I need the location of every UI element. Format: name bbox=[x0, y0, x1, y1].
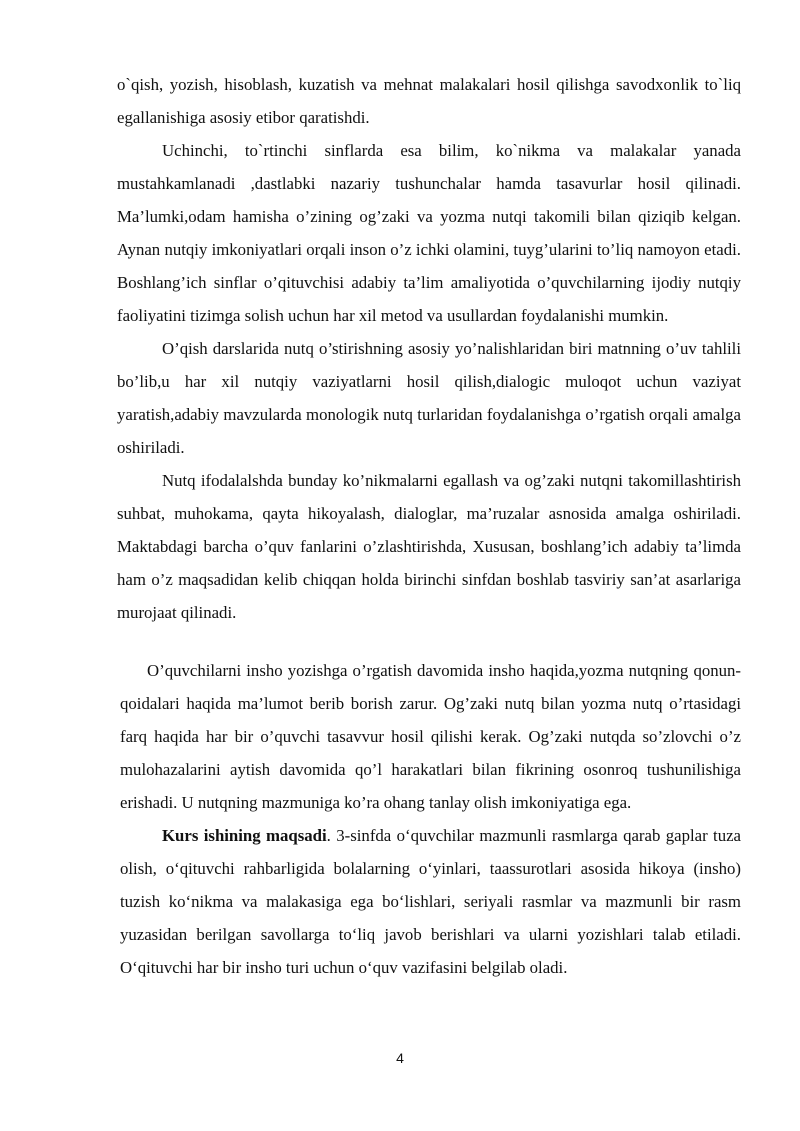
paragraph-3: O’qish darslarida nutq o’stirishning asosiy yo’nalishlaridan biri matnning o’uv tahlili bo’lib,u har xil nutqiy vaziyatlarni hosil qilish,dialogic muloqot uchun vaziyat yaratish,adabiy mavzularda monologik nutq turlaridan foydalanishga o’rgatish orqali amalga oshiriladi. bbox=[117, 339, 741, 457]
body-text-lower bbox=[120, 654, 741, 984]
page-number: 4 bbox=[396, 1050, 404, 1066]
paragraph-2: Uchinchi, to`rtinchi sinflarda esa bilim, ko`nikma va malakalar yanada mustahkamlanadi ,dastlabki nazariy tushunchalar hamda tasavurlar hosil qilinadi. Ma’lumki,odam hamisha o’zining og’zaki va yozma nutqi takomili bilan qiziqib kelgan. Aynan nutqiy imkoniyatlari orqali inson o’z ichki olamini, tuyg’ularini to’liq namoyon etadi. Boshlang’ich sinflar o’qituvchisi adabiy ta’lim amaliyotida o’quvchilarning ijodiy nutqiy faoliyatini tizimga solish uchun har xil metod va usullardan foydalanishi mumkin. bbox=[117, 141, 741, 325]
paragraph-5: O’quvchilarni insho yozishga o’rgatish davomida insho haqida,yozma nutqning qonun-qoidalari haqida ma’lumot berib borish zarur. Og’zaki nutq bilan yozma nutq o’rtasidagi farq haqida har bir o’quvchi tasavvur hosil qilishi kerak. Og’zaki nutqda so’zlovchi o’z mulohazalarini aytish davomida qo’l harakatlari bilan fikrining osonroq tushunilishiga erishadi. U nutqning mazmuniga ko’ra ohang tanlay olish imkoniyatiga ega. bbox=[120, 661, 741, 812]
paragraph-1: o`qish, yozish, hisoblash, kuzatish va mehnat malakalari hosil qilishga savodxonlik to`liq egallanishiga asosiy etibor qaratishdi. bbox=[117, 75, 741, 127]
goal-label: Kurs ishining maqsadi bbox=[162, 826, 327, 845]
body-text-upper bbox=[117, 68, 741, 629]
goal-text: . 3-sinfda o‘quvchilar mazmunli rasmlarga qarab gaplar tuza olish, o‘qituvchi rahbarligida bolalarning o‘yinlari, taassurotlari asosida hikoya (insho) tuzish ko‘nikma va malakasiga ega bo‘lishlari, seriyali rasmlar va mazmunli bir rasm yuzasidan berilgan savollarga to‘liq javob berishlari va ularni yozishlari talab etiladi. O‘qituvchi har bir insho turi uchun o‘quv vazifasini belgilab oladi. bbox=[120, 826, 741, 977]
paragraph-6 bbox=[120, 819, 741, 984]
paragraph-4: Nutq ifodalalshda bunday ko’nikmalarni egallash va og’zaki nutqni takomillashtirish suhbat, muhokama, qayta hikoyalash, dialoglar, ma’ruzalar asnosida amalga oshiriladi. Maktabdagi barcha o’quv fanlarini o’zlashtirishda, Xususan, boshlang’ich adabiy ta’limda ham o’z maqsadidan kelib chiqqan holda birinchi sinfdan boshlab tasviriy san’at asarlariga murojaat qilinadi. bbox=[117, 471, 741, 622]
